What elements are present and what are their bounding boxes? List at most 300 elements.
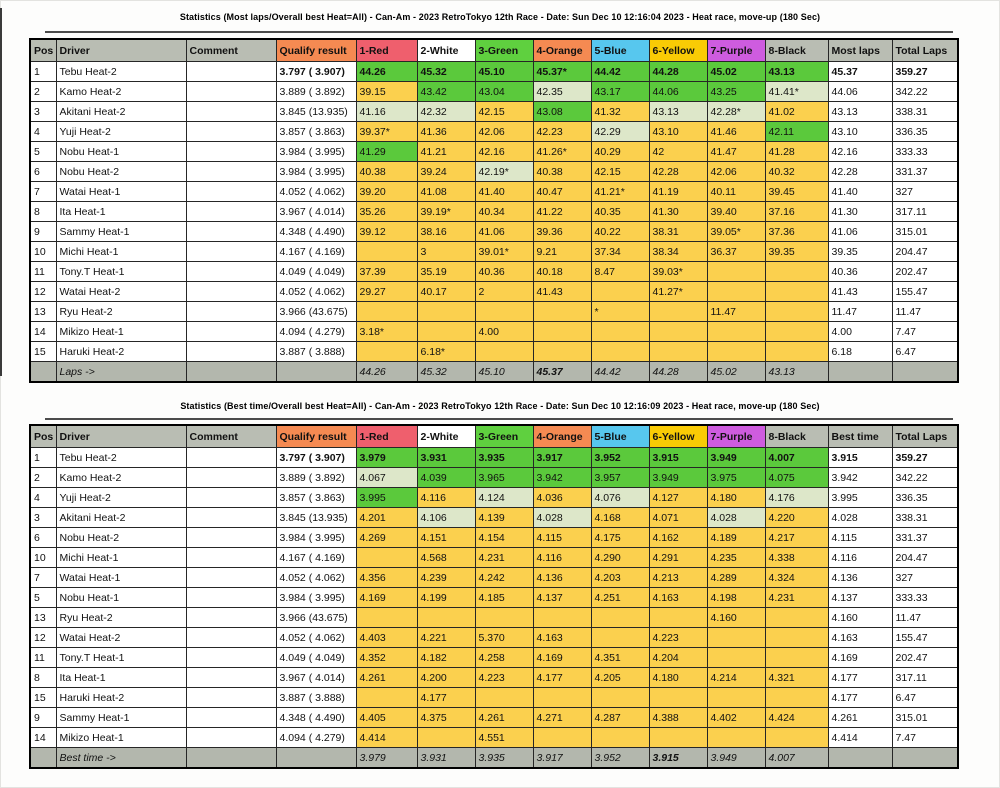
- summary-cell: 3.942: [828, 468, 892, 488]
- heat-cell: 9.21: [533, 242, 591, 262]
- footer-row: [30, 748, 958, 769]
- heat-cell: 4.261: [475, 708, 533, 728]
- heat-cell: 4.189: [707, 528, 765, 548]
- pos-cell: 13: [30, 302, 56, 322]
- heat-cell: 41.40: [475, 182, 533, 202]
- heat-cell: [765, 648, 828, 668]
- heat-cell: 35.26: [356, 202, 417, 222]
- heat-cell: 39.15: [356, 82, 417, 102]
- heat-cell: 42.15: [475, 102, 533, 122]
- driver-cell: Sammy Heat-1: [56, 222, 186, 242]
- qualify-cell: 4.348 ( 4.490): [276, 708, 356, 728]
- heat-cell: [417, 728, 475, 748]
- driver-cell: Watai Heat-2: [56, 628, 186, 648]
- pos-cell: 14: [30, 728, 56, 748]
- heat-cell: 42.06: [707, 162, 765, 182]
- heat-cell: 4.261: [356, 668, 417, 688]
- driver-cell: Ita Heat-1: [56, 202, 186, 222]
- footer-value-cell: 3.915: [649, 748, 707, 769]
- footer-value-cell: 3.931: [417, 748, 475, 769]
- pos-cell: 5: [30, 142, 56, 162]
- summary-cell: 4.414: [828, 728, 892, 748]
- heat-cell: 4.269: [356, 528, 417, 548]
- heat-cell: [649, 608, 707, 628]
- heat-cell: 8.47: [591, 262, 649, 282]
- header-driver: Driver: [56, 425, 186, 448]
- heat-cell: 4.139: [475, 508, 533, 528]
- heat-cell: 41.32: [591, 102, 649, 122]
- heat-cell: [765, 302, 828, 322]
- comment-cell: [186, 282, 276, 302]
- heat-cell: 40.29: [591, 142, 649, 162]
- pos-cell: 3: [30, 102, 56, 122]
- comment-cell: [186, 728, 276, 748]
- summary-cell: 4.163: [828, 628, 892, 648]
- heat-cell: 4.424: [765, 708, 828, 728]
- heat-cell: 4.403: [356, 628, 417, 648]
- heat-cell: 4.321: [765, 668, 828, 688]
- summary-cell: 43.13: [828, 102, 892, 122]
- comment-cell: [186, 648, 276, 668]
- heat-cell: 4.198: [707, 588, 765, 608]
- header-6-yellow: 6-Yellow: [649, 425, 707, 448]
- qualify-cell: 3.857 ( 3.863): [276, 122, 356, 142]
- comment-cell: [186, 122, 276, 142]
- total-laps-cell: 204.47: [892, 548, 958, 568]
- footer-pos-cell: [30, 362, 56, 383]
- heat-cell: 41.41*: [765, 82, 828, 102]
- heat-cell: 11.47: [707, 302, 765, 322]
- heat-cell: [765, 628, 828, 648]
- driver-cell: Akitani Heat-2: [56, 508, 186, 528]
- comment-cell: [186, 202, 276, 222]
- heat-cell: 4.169: [533, 648, 591, 668]
- heat-cell: [356, 688, 417, 708]
- summary-cell: 4.160: [828, 608, 892, 628]
- qualify-cell: 3.845 (13.935): [276, 102, 356, 122]
- summary-cell: 42.16: [828, 142, 892, 162]
- total-laps-cell: 11.47: [892, 608, 958, 628]
- heat-cell: *: [591, 302, 649, 322]
- heat-cell: 3.965: [475, 468, 533, 488]
- heat-cell: 4.160: [707, 608, 765, 628]
- driver-cell: Mikizo Heat-1: [56, 322, 186, 342]
- heat-cell: 42.06: [475, 122, 533, 142]
- heat-cell: 45.02: [707, 62, 765, 82]
- summary-cell: 45.37: [828, 62, 892, 82]
- qualify-cell: 3.984 ( 3.995): [276, 162, 356, 182]
- qualify-cell: 3.887 ( 3.888): [276, 688, 356, 708]
- footer-summary-cell: [828, 748, 892, 769]
- qualify-cell: 4.052 ( 4.062): [276, 282, 356, 302]
- heat-cell: 6.18*: [417, 342, 475, 362]
- heat-cell: 4.551: [475, 728, 533, 748]
- heat-cell: 4.235: [707, 548, 765, 568]
- driver-cell: Ita Heat-1: [56, 668, 186, 688]
- heat-cell: 41.36: [417, 122, 475, 142]
- total-laps-cell: 317.11: [892, 202, 958, 222]
- heat-cell: 41.30: [649, 202, 707, 222]
- driver-row: [30, 548, 958, 568]
- heat-cell: 4.177: [533, 668, 591, 688]
- heat-cell: 4.028: [707, 508, 765, 528]
- heat-cell: [649, 728, 707, 748]
- heat-cell: 38.31: [649, 222, 707, 242]
- heat-cell: 4.375: [417, 708, 475, 728]
- pos-cell: 4: [30, 488, 56, 508]
- heat-cell: 4.028: [533, 508, 591, 528]
- qualify-cell: 3.984 ( 3.995): [276, 528, 356, 548]
- qualify-cell: 4.052 ( 4.062): [276, 568, 356, 588]
- heat-cell: 4.116: [417, 488, 475, 508]
- heat-cell: 3.935: [475, 448, 533, 468]
- heat-cell: [765, 608, 828, 628]
- driver-row: [30, 282, 958, 302]
- heat-cell: [475, 302, 533, 322]
- summary-cell: 41.43: [828, 282, 892, 302]
- heat-cell: 38.34: [649, 242, 707, 262]
- heat-cell: 4.137: [533, 588, 591, 608]
- heat-cell: 37.16: [765, 202, 828, 222]
- pos-cell: 4: [30, 122, 56, 142]
- heat-cell: 44.42: [591, 62, 649, 82]
- heat-cell: 4.221: [417, 628, 475, 648]
- heat-cell: 4.180: [649, 668, 707, 688]
- pos-cell: 3: [30, 508, 56, 528]
- heat-cell: 4.168: [591, 508, 649, 528]
- header-6-yellow: 6-Yellow: [649, 39, 707, 62]
- pos-cell: 1: [30, 448, 56, 468]
- heat-cell: [591, 688, 649, 708]
- heat-cell: 44.06: [649, 82, 707, 102]
- total-laps-cell: 327: [892, 568, 958, 588]
- driver-row: [30, 202, 958, 222]
- heat-cell: [533, 728, 591, 748]
- header-1-red: 1-Red: [356, 39, 417, 62]
- heat-cell: 40.18: [533, 262, 591, 282]
- comment-cell: [186, 488, 276, 508]
- total-laps-cell: 327: [892, 182, 958, 202]
- header-qualify-result: Qualify result: [276, 425, 356, 448]
- footer-label: Best time ->: [56, 748, 186, 769]
- title-divider: [45, 418, 953, 420]
- heat-cell: 37.36: [765, 222, 828, 242]
- total-laps-cell: 359.27: [892, 62, 958, 82]
- summary-cell: 39.35: [828, 242, 892, 262]
- qualify-cell: 3.967 ( 4.014): [276, 202, 356, 222]
- heat-cell: 42.15: [591, 162, 649, 182]
- heat-cell: 41.28: [765, 142, 828, 162]
- qualify-cell: 4.094 ( 4.279): [276, 322, 356, 342]
- heat-cell: 3.975: [707, 468, 765, 488]
- heat-cell: 41.27*: [649, 282, 707, 302]
- driver-row: [30, 162, 958, 182]
- heat-cell: 4.352: [356, 648, 417, 668]
- pos-cell: 10: [30, 242, 56, 262]
- summary-cell: 3.995: [828, 488, 892, 508]
- qualify-cell: 3.966 (43.675): [276, 608, 356, 628]
- heat-cell: 4.076: [591, 488, 649, 508]
- heat-cell: 4.177: [417, 688, 475, 708]
- pos-cell: 11: [30, 648, 56, 668]
- pos-cell: 9: [30, 222, 56, 242]
- heat-cell: [475, 342, 533, 362]
- heat-cell: 41.02: [765, 102, 828, 122]
- pos-cell: 8: [30, 668, 56, 688]
- comment-cell: [186, 342, 276, 362]
- summary-cell: 4.116: [828, 548, 892, 568]
- heat-cell: [649, 302, 707, 322]
- heat-cell: 45.32: [417, 62, 475, 82]
- heat-cell: 4.271: [533, 708, 591, 728]
- heat-cell: [356, 548, 417, 568]
- footer-value-cell: 3.949: [707, 748, 765, 769]
- heat-cell: 42.11: [765, 122, 828, 142]
- heat-cell: 41.46: [707, 122, 765, 142]
- driver-cell: Watai Heat-2: [56, 282, 186, 302]
- heat-cell: [533, 608, 591, 628]
- footer-total-cell: [892, 362, 958, 383]
- driver-row: [30, 528, 958, 548]
- driver-cell: Yuji Heat-2: [56, 122, 186, 142]
- heat-cell: [707, 342, 765, 362]
- heat-cell: 42.16: [475, 142, 533, 162]
- comment-cell: [186, 568, 276, 588]
- total-laps-cell: 338.31: [892, 508, 958, 528]
- heat-cell: 4.568: [417, 548, 475, 568]
- driver-cell: Tony.T Heat-1: [56, 262, 186, 282]
- comment-cell: [186, 182, 276, 202]
- footer-value-cell: 44.42: [591, 362, 649, 383]
- heat-cell: [356, 302, 417, 322]
- qualify-cell: 3.984 ( 3.995): [276, 142, 356, 162]
- pos-cell: 6: [30, 528, 56, 548]
- pos-cell: 2: [30, 468, 56, 488]
- heat-cell: 4.231: [765, 588, 828, 608]
- driver-cell: Mikizo Heat-1: [56, 728, 186, 748]
- header-driver: Driver: [56, 39, 186, 62]
- footer-value-cell: 45.02: [707, 362, 765, 383]
- qualify-cell: 3.797 ( 3.907): [276, 62, 356, 82]
- heat-cell: 4.287: [591, 708, 649, 728]
- heat-cell: 4.036: [533, 488, 591, 508]
- footer-value-cell: 44.28: [649, 362, 707, 383]
- total-laps-cell: 338.31: [892, 102, 958, 122]
- driver-row: [30, 628, 958, 648]
- heat-cell: 40.34: [475, 202, 533, 222]
- heat-cell: 4.356: [356, 568, 417, 588]
- heat-cell: [707, 262, 765, 282]
- heat-cell: 39.24: [417, 162, 475, 182]
- heat-cell: 4.136: [533, 568, 591, 588]
- heat-cell: [356, 242, 417, 262]
- qualify-cell: 4.049 ( 4.049): [276, 648, 356, 668]
- comment-cell: [186, 548, 276, 568]
- pos-cell: 10: [30, 548, 56, 568]
- heat-cell: 4.185: [475, 588, 533, 608]
- heat-cell: [707, 282, 765, 302]
- heat-cell: 41.21*: [591, 182, 649, 202]
- heat-cell: [765, 342, 828, 362]
- comment-cell: [186, 102, 276, 122]
- total-laps-cell: 7.47: [892, 322, 958, 342]
- summary-cell: 4.028: [828, 508, 892, 528]
- pos-cell: 13: [30, 608, 56, 628]
- qualify-cell: 3.889 ( 3.892): [276, 82, 356, 102]
- heat-cell: 40.22: [591, 222, 649, 242]
- total-laps-cell: 11.47: [892, 302, 958, 322]
- summary-cell: 4.00: [828, 322, 892, 342]
- header-total-laps: Total Laps: [892, 39, 958, 62]
- summary-cell: 44.06: [828, 82, 892, 102]
- heat-cell: 41.19: [649, 182, 707, 202]
- heat-cell: 3.18*: [356, 322, 417, 342]
- heat-cell: 41.16: [356, 102, 417, 122]
- heat-cell: [417, 608, 475, 628]
- heat-cell: 4.154: [475, 528, 533, 548]
- best-time-table: [29, 424, 959, 769]
- driver-row: [30, 708, 958, 728]
- header-3-green: 3-Green: [475, 39, 533, 62]
- heat-cell: 43.04: [475, 82, 533, 102]
- heat-cell: [765, 322, 828, 342]
- header-best-time: Best time: [828, 425, 892, 448]
- heat-cell: [649, 688, 707, 708]
- heat-cell: 4.239: [417, 568, 475, 588]
- header-2-white: 2-White: [417, 39, 475, 62]
- heat-cell: 42.29: [591, 122, 649, 142]
- comment-cell: [186, 508, 276, 528]
- footer-value-cell: 4.007: [765, 748, 828, 769]
- driver-cell: Michi Heat-1: [56, 548, 186, 568]
- heat-cell: [475, 688, 533, 708]
- heat-cell: [707, 728, 765, 748]
- heat-cell: 4.115: [533, 528, 591, 548]
- header-qualify-result: Qualify result: [276, 39, 356, 62]
- driver-row: [30, 142, 958, 162]
- driver-row: [30, 322, 958, 342]
- footer-pos-cell: [30, 748, 56, 769]
- heat-cell: [649, 322, 707, 342]
- heat-cell: 3.957: [591, 468, 649, 488]
- comment-cell: [186, 448, 276, 468]
- heat-cell: 4.231: [475, 548, 533, 568]
- heat-cell: 4.258: [475, 648, 533, 668]
- qualify-cell: 4.052 ( 4.062): [276, 628, 356, 648]
- footer-value-cell: 45.32: [417, 362, 475, 383]
- header-pos: Pos: [30, 39, 56, 62]
- heat-cell: 4.075: [765, 468, 828, 488]
- driver-cell: Kamo Heat-2: [56, 468, 186, 488]
- heat-cell: 40.38: [533, 162, 591, 182]
- heat-cell: 41.22: [533, 202, 591, 222]
- heat-cell: [533, 342, 591, 362]
- heat-cell: 41.06: [475, 222, 533, 242]
- heat-cell: 40.17: [417, 282, 475, 302]
- heat-cell: 3.979: [356, 448, 417, 468]
- heat-cell: [475, 608, 533, 628]
- heat-cell: 4.007: [765, 448, 828, 468]
- heat-cell: [533, 322, 591, 342]
- heat-cell: 43.08: [533, 102, 591, 122]
- heat-cell: 41.21: [417, 142, 475, 162]
- heat-cell: 42.32: [417, 102, 475, 122]
- summary-cell: 4.177: [828, 688, 892, 708]
- comment-cell: [186, 688, 276, 708]
- footer-comment-cell: [186, 748, 276, 769]
- heat-cell: 43.17: [591, 82, 649, 102]
- most-laps-table: [29, 38, 959, 383]
- qualify-cell: 3.967 ( 4.014): [276, 668, 356, 688]
- heat-cell: [765, 262, 828, 282]
- driver-cell: Michi Heat-1: [56, 242, 186, 262]
- total-laps-cell: 155.47: [892, 282, 958, 302]
- driver-row: [30, 182, 958, 202]
- footer-value-cell: 3.935: [475, 748, 533, 769]
- total-laps-cell: 333.33: [892, 142, 958, 162]
- header-1-red: 1-Red: [356, 425, 417, 448]
- header-3-green: 3-Green: [475, 425, 533, 448]
- driver-cell: Tebu Heat-2: [56, 448, 186, 468]
- heat-cell: 4.116: [533, 548, 591, 568]
- heat-cell: 45.10: [475, 62, 533, 82]
- heat-cell: 4.291: [649, 548, 707, 568]
- comment-cell: [186, 62, 276, 82]
- pos-cell: 9: [30, 708, 56, 728]
- comment-cell: [186, 708, 276, 728]
- total-laps-cell: 155.47: [892, 628, 958, 648]
- comment-cell: [186, 262, 276, 282]
- header-7-purple: 7-Purple: [707, 39, 765, 62]
- summary-cell: 3.915: [828, 448, 892, 468]
- total-laps-cell: 336.35: [892, 122, 958, 142]
- heat-cell: 39.01*: [475, 242, 533, 262]
- heat-cell: 4.388: [649, 708, 707, 728]
- pos-cell: 5: [30, 588, 56, 608]
- heat-cell: [417, 302, 475, 322]
- qualify-cell: 3.797 ( 3.907): [276, 448, 356, 468]
- summary-cell: 11.47: [828, 302, 892, 322]
- heat-cell: 4.351: [591, 648, 649, 668]
- heat-cell: 4.289: [707, 568, 765, 588]
- heat-cell: 4.200: [417, 668, 475, 688]
- summary-cell: 43.10: [828, 122, 892, 142]
- heat-cell: 4.127: [649, 488, 707, 508]
- pos-cell: 15: [30, 688, 56, 708]
- heat-cell: 41.29: [356, 142, 417, 162]
- heat-cell: 4.067: [356, 468, 417, 488]
- comment-cell: [186, 82, 276, 102]
- header-2-white: 2-White: [417, 425, 475, 448]
- heat-cell: 29.27: [356, 282, 417, 302]
- heat-cell: [707, 628, 765, 648]
- heat-cell: [417, 322, 475, 342]
- heat-cell: 4.290: [591, 548, 649, 568]
- heat-cell: 4.251: [591, 588, 649, 608]
- footer-summary-cell: [828, 362, 892, 383]
- total-laps-cell: 204.47: [892, 242, 958, 262]
- heat-cell: 40.32: [765, 162, 828, 182]
- total-laps-cell: 202.47: [892, 648, 958, 668]
- qualify-cell: 3.845 (13.935): [276, 508, 356, 528]
- heat-cell: 4.199: [417, 588, 475, 608]
- heat-cell: 38.16: [417, 222, 475, 242]
- comment-cell: [186, 322, 276, 342]
- total-laps-cell: 359.27: [892, 448, 958, 468]
- driver-row: [30, 668, 958, 688]
- footer-value-cell: 3.917: [533, 748, 591, 769]
- most-laps-table-title: Statistics (Most laps/Overall best Heat=All) - Can-Am - 2023 RetroTokyo 12th Race - Date: Sun Dec 10 12:16:04 2023 - Heat race, move-up (180 Sec): [179, 12, 821, 22]
